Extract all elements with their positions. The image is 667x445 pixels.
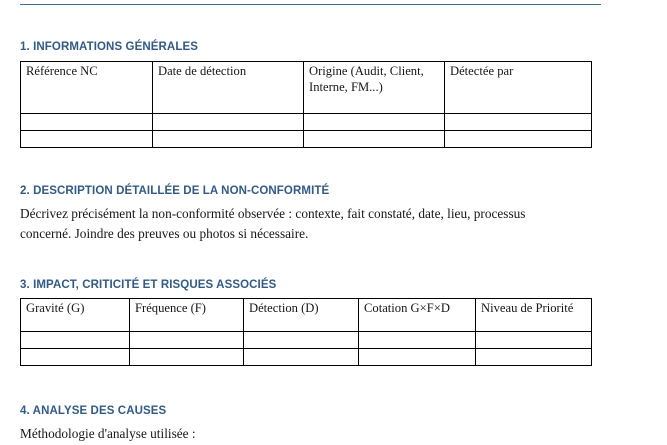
table-row[interactable] (21, 114, 592, 131)
table-cell[interactable] (244, 332, 359, 349)
table-header-cell-detection: Détection (D) (244, 299, 359, 332)
table-cell[interactable] (445, 131, 592, 148)
table-cell[interactable] (21, 114, 153, 131)
table-header-cell-date-detection: Date de détection (153, 62, 304, 114)
table-cell[interactable] (359, 332, 476, 349)
table-cell[interactable] (130, 332, 244, 349)
table-row[interactable] (21, 349, 592, 366)
causes-paragraph: Méthodologie d'analyse utilisée : (20, 426, 196, 441)
table-cell[interactable] (304, 131, 445, 148)
table-header-cell-cotation: Cotation G×F×D (359, 299, 476, 332)
table-impact-criticite (20, 298, 592, 366)
table-row[interactable] (21, 131, 592, 148)
table-informations-generales (20, 61, 592, 148)
table-cell[interactable] (445, 114, 592, 131)
table-cell[interactable] (21, 349, 130, 366)
table-cell[interactable] (130, 349, 244, 366)
section-heading-description-non-conformite: 2. DESCRIPTION DÉTAILLÉE DE LA NON-CONFORMITÉ (20, 185, 330, 197)
table-header-cell-gravite: Gravité (G) (21, 299, 130, 332)
section-heading-impact-criticite: 3. IMPACT, CRITICITÉ ET RISQUES ASSOCIÉS (20, 279, 277, 291)
table-cell[interactable] (476, 332, 592, 349)
table-cell[interactable] (21, 131, 153, 148)
table-header-cell-frequence: Fréquence (F) (130, 299, 244, 332)
table-cell[interactable] (153, 131, 304, 148)
table-cell[interactable] (476, 349, 592, 366)
table-cell[interactable] (304, 114, 445, 131)
description-paragraph: Décrivez précisément la non-conformité observée : contexte, fait constaté, date, lieu, processus concerné. Joindre des preuves ou photos si nécessaire. (20, 206, 526, 241)
table-header-cell-detectee-par: Détectée par (445, 62, 592, 114)
table-row (21, 299, 592, 332)
table-header-cell-reference-nc: Référence NC (21, 62, 153, 114)
table-cell[interactable] (359, 349, 476, 366)
table-cell[interactable] (244, 349, 359, 366)
table-row (21, 62, 592, 114)
table-header-cell-niveau-priorite: Niveau de Priorité (476, 299, 592, 332)
table-header-cell-origine: Origine (Audit, Client, Interne, FM...) (304, 62, 445, 114)
top-horizontal-rule (20, 4, 601, 5)
table-cell[interactable] (21, 332, 130, 349)
table-cell[interactable] (153, 114, 304, 131)
section-heading-analyse-des-causes: 4. ANALYSE DES CAUSES (20, 405, 167, 417)
section-heading-informations-generales: 1. INFORMATIONS GÉNÉRALES (20, 41, 198, 53)
table-row[interactable] (21, 332, 592, 349)
